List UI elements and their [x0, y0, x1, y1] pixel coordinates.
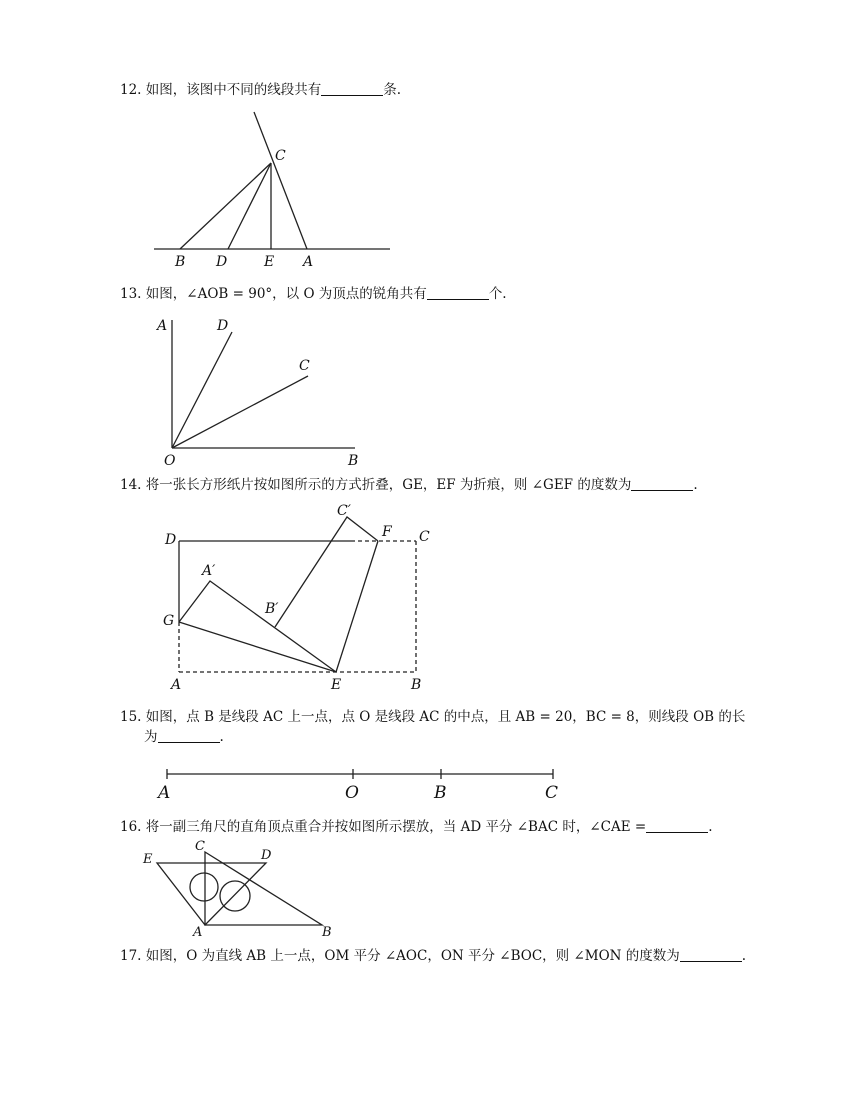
answer-blank[interactable]	[321, 81, 383, 96]
question-tail: 个.	[488, 286, 507, 302]
question-number: 16.	[120, 819, 142, 835]
question-tail: .	[708, 819, 713, 835]
label-b-prime: B′	[265, 601, 279, 617]
question-number: 14.	[120, 477, 142, 493]
label-a: A	[193, 925, 203, 940]
label-b: B	[411, 677, 422, 693]
label-e: E	[143, 852, 153, 867]
answer-blank[interactable]	[646, 818, 708, 833]
question-text: 如图，点 B 是线段 AC 上一点，点 O 是线段 AC 的中点，且 AB = 20，BC = 8，则线段 OB 的长	[145, 709, 746, 725]
label-c: C	[275, 148, 286, 164]
label-c: C	[545, 783, 559, 803]
figure-14	[155, 497, 445, 695]
label-b: B	[322, 925, 332, 940]
question-number: 13.	[120, 286, 142, 302]
question-text: 将一张长方形纸片按如图所示的方式折叠，GE，EF 为折痕，则 ∠GEF 的度数为	[145, 477, 632, 493]
answer-blank[interactable]	[631, 476, 693, 491]
crease-ef	[336, 541, 378, 672]
ray-od	[172, 332, 232, 448]
label-a-prime: A′	[202, 563, 216, 579]
question-16	[120, 817, 712, 837]
question-tail: 条.	[383, 82, 402, 98]
question-text-line2: 为	[144, 729, 158, 745]
label-e: E	[264, 254, 275, 270]
figure-16	[140, 838, 340, 938]
answer-blank[interactable]	[158, 728, 220, 743]
label-d: D	[216, 254, 228, 270]
triangle-hole-1	[190, 873, 218, 901]
label-b: B	[434, 783, 447, 803]
label-c-prime: C′	[337, 503, 351, 519]
label-b: B	[175, 254, 186, 270]
label-a: A	[157, 318, 168, 334]
question-12	[120, 80, 401, 100]
question-tail: .	[693, 477, 698, 493]
label-b: B	[348, 453, 359, 469]
label-a: A	[171, 677, 182, 693]
question-text: 如图，该图中不同的线段共有	[145, 82, 322, 98]
question-17	[120, 946, 746, 966]
figure-12	[150, 108, 400, 273]
label-d: D	[261, 848, 272, 863]
segment-cd	[228, 163, 271, 249]
label-a: A	[158, 783, 171, 803]
label-e: E	[331, 677, 342, 693]
label-o: O	[164, 453, 176, 469]
question-tail: .	[219, 729, 224, 745]
label-f: F	[382, 524, 392, 540]
question-13	[120, 284, 507, 304]
figure-13	[155, 312, 370, 470]
label-d: D	[165, 532, 177, 548]
question-number: 12.	[120, 82, 142, 98]
answer-blank[interactable]	[680, 947, 742, 962]
flap-a-prime	[179, 581, 336, 672]
label-c: C	[195, 839, 205, 854]
question-14	[120, 475, 698, 495]
segment-cb	[180, 163, 271, 249]
flap-c-prime	[275, 517, 378, 627]
label-c: C	[299, 358, 310, 374]
label-a: A	[303, 254, 314, 270]
label-c: C	[419, 529, 430, 545]
question-text: 如图，O 为直线 AB 上一点，OM 平分 ∠AOC，ON 平分 ∠BOC，则 ∠MON 的度数为	[145, 948, 680, 964]
ray-oc	[172, 376, 308, 448]
figure-15	[155, 766, 565, 806]
question-number: 17.	[120, 948, 142, 964]
question-text: 如图，∠AOB = 90°，以 O 为顶点的锐角共有	[145, 286, 427, 302]
answer-blank[interactable]	[427, 285, 489, 300]
label-d: D	[217, 318, 229, 334]
question-number: 15.	[120, 709, 142, 725]
crease-ge	[179, 622, 336, 672]
label-g: G	[163, 613, 175, 629]
question-15	[120, 707, 745, 747]
label-o: O	[345, 783, 359, 803]
question-text: 将一副三角尺的直角顶点重合并按如图所示摆放，当 AD 平分 ∠BAC 时，∠CAE =	[145, 819, 647, 835]
question-tail: .	[741, 948, 747, 964]
triangle-hole-2	[220, 881, 250, 911]
